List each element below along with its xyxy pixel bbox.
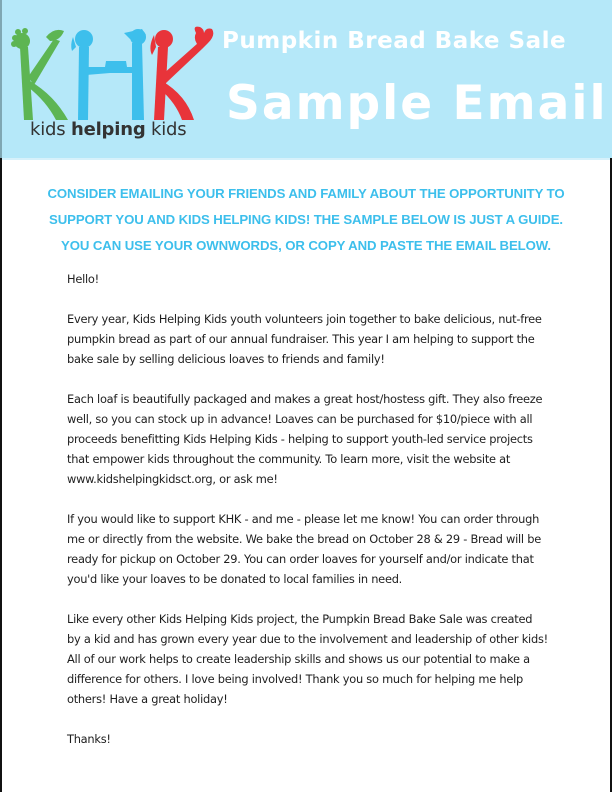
email-line: Every year, Kids Helping Kids youth volunteers join together to bake delicious, nut-free [67,312,542,326]
email-paragraph [67,609,567,709]
green-figure-icon [11,28,68,120]
email-line: you'd like your loaves to be donated to local families in need. [67,572,403,586]
tagline-kids: kids [30,119,71,140]
logo-tagline [30,119,186,140]
email-line: www.kidshelpingkidsct.org, or ask me! [67,472,278,486]
email-line: well, so you can stock up in advance! Loaves can be purchased for $10/piece with all [67,412,533,426]
email-greeting: Hello! [67,272,99,286]
red-figure-icon [150,27,213,120]
page-edge [0,0,2,158]
email-signoff: Thanks! [67,732,111,746]
email-line: pumpkin bread as part of our annual fundraiser. This year I am helping to support the [67,332,535,346]
page-title: Sample Email [226,76,608,131]
email-paragraph [67,389,567,489]
email-line: ready for pickup on October 29. You can order loaves for yourself and/or indicate that [67,552,534,566]
email-line: me or directly from the website. We bake the bread on October 28 & 29 - Bread will be [67,532,541,546]
email-line: proceeds benefitting Kids Helping Kids - helping to support youth-led service projects [67,432,533,446]
email-line: If you would like to support KHK - and me - please let me know! You can order through [67,512,540,526]
khk-figures-icon [6,25,214,120]
header-banner [0,0,612,160]
instructions-line: SUPPORT YOU AND KIDS HELPING KIDS! THE SAMPLE BELOW IS JUST A GUIDE. [49,212,563,227]
event-subtitle: Pumpkin Bread Bake Sale [222,28,567,54]
email-paragraph [67,509,567,589]
email-line: bake sale by selling delicious loaves to friends and family! [67,352,385,366]
page-border-left [0,158,2,792]
tagline-helping: helping [70,119,146,140]
instructions [30,181,582,259]
khk-logo [6,25,214,145]
instructions-line: YOU CAN USE YOUR OWNWORDS, OR COPY AND PASTE THE EMAIL BELOW. [61,238,551,253]
tagline-kids-2: kids [145,119,187,140]
email-line: Each loaf is beautifully packaged and makes a great host/hostess gift. They also freeze [67,392,543,406]
email-line: All of our work helps to create leadership skills and shows us our potential to make a [67,652,530,666]
blue-figure-right-icon [122,29,146,120]
blue-figure-left-icon [71,30,128,120]
email-line: by a kid and has grown every year due to the involvement and leadership of other kids! [67,632,548,646]
email-line: that empower kids throughout the community. To learn more, visit the website at [67,452,511,466]
email-line: Like every other Kids Helping Kids project, the Pumpkin Bread Bake Sale was created [67,612,533,626]
instructions-line: CONSIDER EMAILING YOUR FRIENDS AND FAMILY ABOUT THE OPPORTUNITY TO [47,186,565,201]
sample-email-body [67,269,567,769]
email-line: others! Have a great holiday! [67,692,228,706]
email-line: difference for others. I love being involved! Thank you so much for helping me help [67,672,523,686]
email-paragraph [67,309,567,369]
